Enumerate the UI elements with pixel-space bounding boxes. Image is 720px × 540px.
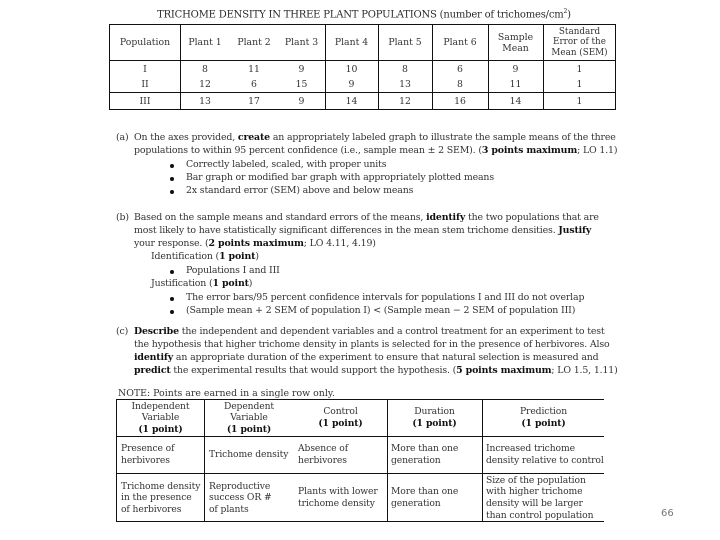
cell-control: Plants with lower trichome density: [298, 486, 378, 509]
cell-mean: 9: [512, 63, 519, 75]
cell-value: 9: [348, 78, 355, 90]
cell-value: 15: [295, 78, 308, 90]
cell-value: 6: [457, 63, 463, 75]
header-plant-5: Plant 5: [388, 37, 422, 48]
identification-bullet: Populations I and III: [186, 265, 280, 276]
part-a-label: (a): [116, 132, 129, 143]
part-c-line-2: the hypothesis that higher trichome density in plants is selected for in the presence of herbivores. Also: [134, 339, 610, 350]
cell-mean: 14: [509, 95, 522, 107]
table-divider: [110, 60, 615, 61]
header-plant-3: Plant 3: [284, 37, 319, 48]
header-duration: Duration (1 point): [412, 406, 457, 429]
cell-population: I: [143, 63, 147, 75]
cell-value: 9: [298, 95, 305, 107]
cell-prediction: Size of the population with higher trichome density will be larger than control population: [486, 474, 594, 521]
rubric-table: [116, 399, 604, 522]
cell-dependent-variable: Trichome density: [209, 449, 289, 461]
scoring-note: NOTE: Points are earned in a single row only.: [118, 388, 335, 399]
header-sample-mean: Sample Mean: [497, 31, 534, 54]
cell-sem: 1: [576, 63, 583, 75]
cell-duration: More than one generation: [391, 486, 459, 509]
cell-value: 14: [345, 95, 358, 107]
part-b-label: (b): [116, 212, 129, 223]
cell-value: 8: [402, 63, 408, 75]
cell-control: Absence of herbivores: [298, 443, 349, 466]
header-population: Population: [119, 37, 171, 48]
cell-duration: More than one generation: [391, 443, 459, 466]
cell-value: 13: [199, 95, 211, 107]
cell-independent-variable: Trichome density in the presence of herbivores: [121, 480, 201, 515]
page-number: 66: [661, 508, 674, 519]
cell-value: 16: [454, 95, 466, 107]
identification-heading: Identification (1 point): [151, 251, 259, 262]
part-b-line-1: Based on the sample means and standard errors of the means, identify the two populations that are: [134, 212, 599, 223]
bullet-icon: [170, 190, 174, 194]
part-a-bullet: 2x standard error (SEM) above and below means: [186, 185, 414, 196]
cell-value: 11: [248, 63, 260, 75]
bullet-icon: [170, 270, 174, 274]
cell-dependent-variable: Reproductive success OR # of plants: [209, 480, 272, 515]
table-title: TRICHOME DENSITY IN THREE PLANT POPULATIONS (number of trichomes/$cm^2$): [157, 8, 571, 21]
justification-heading: Justification (1 point): [151, 278, 253, 289]
header-plant-2: Plant 2: [237, 37, 271, 48]
cell-value: 13: [399, 78, 411, 90]
cell-prediction: Increased trichome density relative to control: [486, 443, 604, 466]
cell-value: 8: [202, 63, 208, 75]
part-a-bullet: Correctly labeled, scaled, with proper units: [186, 159, 387, 170]
cell-population: II: [141, 78, 149, 90]
header-sem: Standard Error of the Mean (SEM): [551, 26, 608, 58]
cell-sem: 1: [576, 78, 583, 90]
part-a-line-2: populations to within 95 percent confidence (i.e., sample mean ± 2 SEM). (3 points maximum; LO 1.1): [134, 145, 618, 156]
header-prediction: Prediction (1 point): [519, 406, 568, 429]
header-independent-variable: Independent Variable (1 point): [131, 400, 190, 435]
cell-value: 10: [345, 63, 358, 75]
cell-mean: 11: [509, 78, 522, 90]
cell-value: 12: [399, 95, 411, 107]
part-c-label: (c): [116, 326, 129, 337]
cell-independent-variable: Presence of herbivores: [121, 443, 175, 466]
bullet-icon: [170, 297, 174, 301]
part-c-line-4: predict the experimental results that would support the hypothesis. (5 points maximum; LO 1.5, 1.11): [134, 365, 618, 376]
justification-bullet: The error bars/95 percent confidence intervals for populations I and III do not overlap: [186, 292, 585, 303]
cell-sem: 1: [576, 95, 583, 107]
bullet-icon: [170, 164, 174, 168]
trichome-density-table: [109, 24, 616, 110]
cell-value: 6: [251, 78, 257, 90]
cell-value: 17: [248, 95, 260, 107]
bullet-icon: [170, 177, 174, 181]
part-a-line-1: On the axes provided, create an appropriately labeled graph to illustrate the sample means of the three: [134, 132, 616, 143]
part-b-line-2: most likely to have statistically significant differences in the mean stem trichome densities. Justify: [134, 225, 592, 236]
header-plant-1: Plant 1: [188, 37, 222, 48]
part-b-line-3: your response. (2 points maximum; LO 4.11, 4.19): [134, 238, 376, 249]
part-c-line-1: Describe the independent and dependent variables and a control treatment for an experiment to test: [134, 326, 605, 337]
justification-bullet: (Sample mean + 2 SEM of population I) < (Sample mean − 2 SEM of population III): [186, 305, 576, 316]
header-control: Control (1 point): [318, 406, 363, 429]
part-c-line-3: identify an appropriate duration of the experiment to ensure that natural selection is measured and: [134, 352, 599, 363]
cell-population: III: [139, 95, 151, 107]
bullet-icon: [170, 310, 174, 314]
header-plant-6: Plant 6: [443, 37, 477, 48]
cell-value: 8: [457, 78, 463, 90]
header-plant-4: Plant 4: [334, 37, 369, 48]
header-dependent-variable: Dependent Variable (1 point): [223, 400, 275, 435]
cell-value: 12: [199, 78, 211, 90]
cell-value: 9: [298, 63, 305, 75]
part-a-bullet: Bar graph or modified bar graph with appropriately plotted means: [186, 172, 494, 183]
